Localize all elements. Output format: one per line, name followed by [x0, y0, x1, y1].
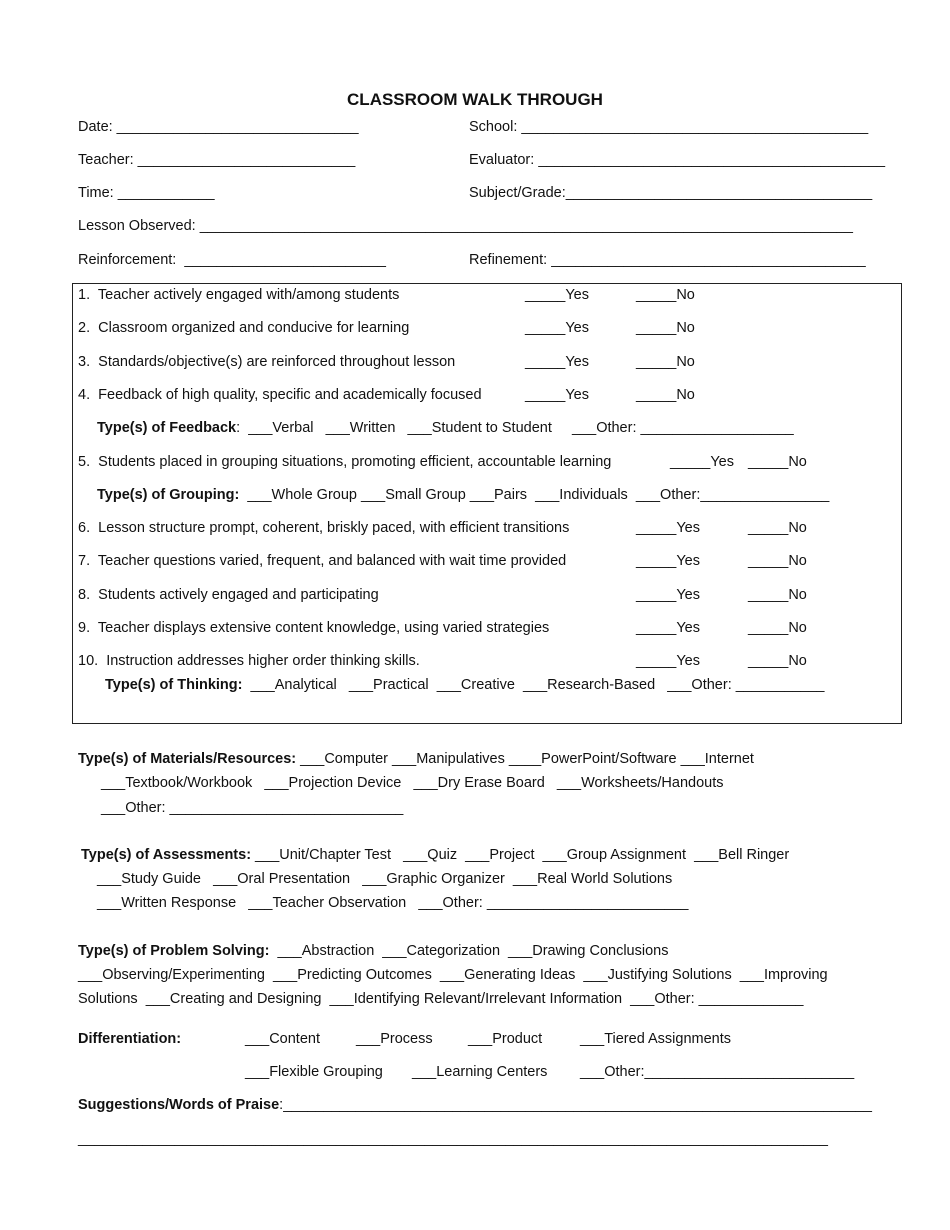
reinforcement-field[interactable]: Reinforcement: _________________________: [78, 252, 386, 268]
item-3-yes[interactable]: _____Yes: [525, 354, 589, 370]
item-6-yes[interactable]: _____Yes: [636, 520, 700, 536]
item-8-yes[interactable]: _____Yes: [636, 587, 700, 603]
materials-line-2[interactable]: ___Textbook/Workbook ___Projection Device ___Dry Erase Board ___Worksheets/Handouts: [101, 775, 724, 791]
item-1-yes[interactable]: _____Yes: [525, 287, 589, 303]
item-5-no[interactable]: _____No: [748, 454, 807, 470]
grouping-label: Type(s) of Grouping:: [97, 487, 240, 503]
thinking-types: [105, 676, 824, 694]
item-4-no[interactable]: _____No: [636, 387, 695, 403]
date-field[interactable]: Date: ______________________________: [78, 119, 359, 135]
materials-options[interactable]: ___Computer ___Manipulatives ____PowerPoint/Software ___Internet: [296, 751, 754, 767]
thinking-label: Type(s) of Thinking:: [105, 677, 243, 693]
grouping-types: [97, 486, 829, 504]
refinement-field[interactable]: Refinement: _______________________________________: [469, 252, 866, 268]
checklist-item: 3. Standards/objective(s) are reinforced throughout lesson: [78, 354, 456, 370]
grouping-options[interactable]: ___Whole Group ___Small Group ___Pairs ___Individuals ___Other:________________: [239, 487, 830, 503]
item-9-yes[interactable]: _____Yes: [636, 620, 700, 636]
item-5-yes[interactable]: _____Yes: [670, 454, 734, 470]
diff-process[interactable]: ___Process: [356, 1031, 433, 1047]
diff-other[interactable]: ___Other:__________________________: [580, 1064, 855, 1080]
suggestions-line-1: [78, 1096, 872, 1114]
problem-solving-label: Type(s) of Problem Solving:: [78, 943, 270, 959]
item-3-no[interactable]: _____No: [636, 354, 695, 370]
assessments-line-2[interactable]: ___Study Guide ___Oral Presentation ___Graphic Organizer ___Real World Solutions: [97, 871, 673, 887]
assessments-options[interactable]: ___Unit/Chapter Test ___Quiz ___Project ___Group Assignment ___Bell Ringer: [251, 847, 790, 863]
time-field[interactable]: Time: ____________: [78, 185, 215, 201]
page-title: CLASSROOM WALK THROUGH: [347, 90, 603, 109]
teacher-field[interactable]: Teacher: ___________________________: [78, 152, 356, 168]
checklist-item: 9. Teacher displays extensive content knowledge, using varied strategies: [78, 620, 550, 636]
checklist-item: 6. Lesson structure prompt, coherent, briskly paced, with efficient transitions: [78, 520, 570, 536]
diff-content[interactable]: ___Content: [245, 1031, 320, 1047]
materials-label: Type(s) of Materials/Resources:: [78, 751, 297, 767]
suggestions-label: Suggestions/Words of Praise: [78, 1097, 280, 1113]
assessments-line-1: [81, 846, 789, 864]
assessments-line-3[interactable]: ___Written Response ___Teacher Observation ___Other: _________________________: [97, 895, 689, 911]
differentiation-label: Differentiation:: [78, 1031, 182, 1047]
diff-tiered-assignments[interactable]: ___Tiered Assignments: [580, 1031, 731, 1047]
feedback-label: Type(s) of Feedback: [97, 420, 237, 436]
lesson-observed-field[interactable]: Lesson Observed: _________________________________________________________________________________: [78, 218, 853, 234]
assessments-label: Type(s) of Assessments:: [81, 847, 252, 863]
item-8-no[interactable]: _____No: [748, 587, 807, 603]
feedback-types: [97, 419, 794, 437]
checklist-item: 7. Teacher questions varied, frequent, and balanced with wait time provided: [78, 553, 567, 569]
item-2-no[interactable]: _____No: [636, 320, 695, 336]
item-9-no[interactable]: _____No: [748, 620, 807, 636]
problem-solving-options[interactable]: ___Abstraction ___Categorization ___Drawing Conclusions: [269, 943, 669, 959]
subject-grade-field[interactable]: Subject/Grade:______________________________________: [469, 185, 873, 201]
item-7-yes[interactable]: _____Yes: [636, 553, 700, 569]
school-field[interactable]: School: ___________________________________________: [469, 119, 869, 135]
materials-line-1: [78, 750, 754, 768]
checklist-item: 1. Teacher actively engaged with/among students: [78, 287, 400, 303]
checklist-item: 8. Students actively engaged and participating: [78, 587, 379, 603]
problem-solving-line-3[interactable]: Solutions ___Creating and Designing ___Identifying Relevant/Irrelevant Information ___Other: _____________: [78, 991, 804, 1007]
checklist-item: 10. Instruction addresses higher order thinking skills.: [78, 653, 420, 669]
item-1-no[interactable]: _____No: [636, 287, 695, 303]
evaluator-field[interactable]: Evaluator: ___________________________________________: [469, 152, 886, 168]
item-2-yes[interactable]: _____Yes: [525, 320, 589, 336]
checklist-item: 4. Feedback of high quality, specific and academically focused: [78, 387, 482, 403]
feedback-options[interactable]: : ___Verbal ___Written ___Student to Student ___Other: ___________________: [236, 420, 794, 436]
materials-line-3[interactable]: ___Other: _____________________________: [101, 800, 404, 816]
problem-solving-line-1: [78, 942, 668, 960]
item-7-no[interactable]: _____No: [748, 553, 807, 569]
item-6-no[interactable]: _____No: [748, 520, 807, 536]
suggestions-input[interactable]: :_________________________________________________________________________: [279, 1097, 872, 1113]
suggestions-line-2[interactable]: _____________________________________________________________________________________________: [78, 1131, 828, 1147]
diff-flexible-grouping[interactable]: ___Flexible Grouping: [245, 1064, 383, 1080]
checklist-item: 2. Classroom organized and conducive for learning: [78, 320, 410, 336]
checklist-item: 5. Students placed in grouping situations, promoting efficient, accountable learning: [78, 454, 612, 470]
thinking-options[interactable]: ___Analytical ___Practical ___Creative ___Research-Based ___Other: ___________: [242, 677, 825, 693]
problem-solving-line-2[interactable]: ___Observing/Experimenting ___Predicting Outcomes ___Generating Ideas ___Justifying Solutions ___Improving: [78, 967, 828, 983]
diff-learning-centers[interactable]: ___Learning Centers: [412, 1064, 548, 1080]
item-10-yes[interactable]: _____Yes: [636, 653, 700, 669]
item-10-no[interactable]: _____No: [748, 653, 807, 669]
item-4-yes[interactable]: _____Yes: [525, 387, 589, 403]
diff-product[interactable]: ___Product: [468, 1031, 543, 1047]
